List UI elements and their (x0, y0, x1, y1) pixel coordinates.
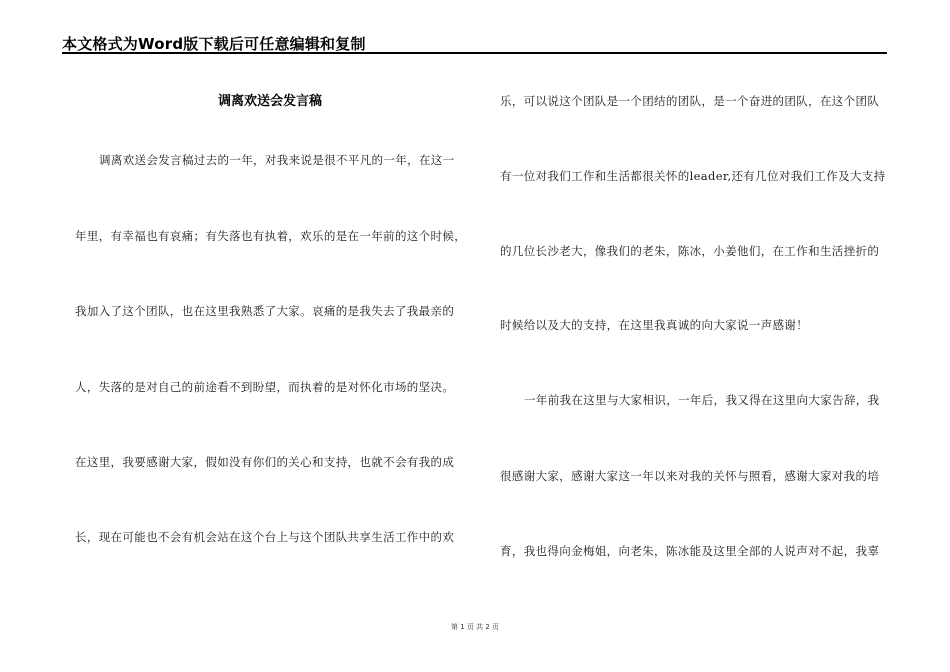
paragraph-line: 年里，有幸福也有哀痛；有失落也有执着，欢乐的是在一年前的这个时候， (75, 229, 467, 243)
banner-divider (62, 52, 887, 54)
paragraph-line: 调离欢送会发言稿过去的一年，对我来说是很不平凡的一年，在这一 (99, 153, 455, 167)
paragraph-line: 有一位对我们工作和生活都很关怀的leader,还有几位对我们工作及大支持 (500, 169, 886, 183)
paragraph-line: 在这里，我要感谢大家，假如没有你们的关心和支持，也就不会有我的成 (75, 455, 455, 469)
paragraph-line: 乐，可以说这个团队是一个团结的团队，是一个奋进的团队，在这个团队 (500, 94, 880, 108)
paragraph-line: 我加入了这个团队，也在这里我熟悉了大家。哀痛的是我失去了我最亲的 (75, 304, 455, 318)
paragraph-line: 一年前我在这里与大家相识，一年后，我又得在这里向大家告辞，我 (524, 393, 880, 407)
paragraph-line: 育，我也得向金梅姐，向老朱，陈冰能及这里全部的人说声对不起，我辜 (500, 544, 880, 558)
paragraph-line: 人，失落的是对自己的前途看不到盼望，而执着的是对怀化市场的坚决。 (75, 380, 455, 394)
paragraph-line: 时候给以及大的支持，在这里我真诚的向大家说一声感谢！ (500, 318, 809, 332)
paragraph-line: 的几位长沙老大，像我们的老朱，陈冰，小姜他们，在工作和生活挫折的 (500, 244, 880, 258)
document-banner: 本文格式为Word版下载后可任意编辑和复制 (62, 35, 366, 53)
document-title: 调离欢送会发言稿 (217, 94, 322, 109)
paragraph-line: 长，现在可能也不会有机会站在这个台上与这个团队共享生活工作中的欢 (75, 530, 455, 544)
page-number: 第 1 页 共 2 页 (450, 623, 500, 631)
paragraph-line: 很感谢大家，感谢大家这一年以来对我的关怀与照看，感谢大家对我的培 (500, 469, 880, 483)
